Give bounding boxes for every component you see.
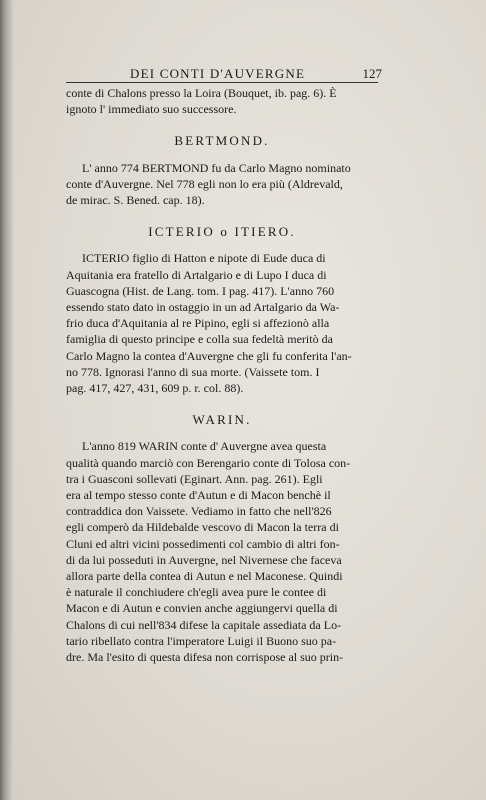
text-line: essendo stato dato in ostaggio in un ad Artalgario da Wa-: [66, 300, 340, 315]
text-line: dre. Ma l'esito di questa difesa non corrispose al suo prin-: [66, 650, 344, 665]
text-line: egli comperò da Hildebalde vescovo di Macon la terra di: [66, 520, 339, 535]
text-line: conte di Chalons presso la Loira (Bouquet, ib. pag. 6). È: [66, 86, 337, 100]
text-line: era al tempo stesso conte d'Autun e di Macon benchè il: [66, 488, 331, 503]
text-line: Macon e di Autun e convien anche aggiungervi quella di: [66, 601, 338, 616]
text-line: Guascogna (Hist. de Lang. tom. I pag. 417). L'anno 760: [66, 283, 335, 298]
text-block: [66, 60, 382, 665]
text-line: allora parte della contea di Autun e nel Maconese. Quindi: [66, 569, 343, 584]
text-line: Carlo Magno la contea d'Auvergne che gli fu conferita l'an-: [66, 348, 352, 363]
section-body-icterio: [66, 250, 378, 396]
header-rule: [66, 82, 378, 83]
running-head: [66, 60, 382, 82]
text-line: contraddica don Vaissete. Vediamo in fatto che nell'826: [66, 504, 332, 519]
text-line: ICTERIO figlio di Hatton e nipote di Eude duca di: [82, 251, 326, 266]
text-line: L'anno 819 WARIN conte d' Auvergne avea questa: [82, 439, 327, 454]
text-line: no 778. Ignorasi l'anno di sua morte. (Vaissete tom. I: [66, 364, 320, 379]
text-line: pag. 417, 427, 431, 609 p. r. col. 88).: [66, 381, 244, 396]
text-line: Cluni ed altri vicini possedimenti col cambio di altri fon-: [66, 536, 340, 551]
text-line: ignoto l' immediato suo successore.: [66, 102, 237, 117]
section-body-bertmond: [66, 160, 378, 209]
text-line: qualità quando marciò con Berengario conte di Tolosa con-: [66, 455, 351, 470]
text-line: famiglia di questo principe e colla sua fedeltà meritò da: [66, 332, 333, 347]
text-line: è naturale il conchiudere ch'egli avea pure le contee di: [66, 585, 327, 600]
text-line: tra i Guasconi sollevati (Eginart. Ann. pag. 261). Egli: [66, 471, 323, 486]
text-line: L' anno 774 BERTMOND fu da Carlo Magno nominato: [82, 160, 351, 175]
text-line: Chalons di cui nell'834 difese la capitale assediata da Lo-: [66, 617, 342, 632]
section-heading-warin: WARIN.: [192, 412, 252, 428]
section-heading-icterio: ICTERIO o ITIERO.: [148, 224, 296, 240]
text-line: tario ribellato contra l'imperatore Luigi il Buono suo pa-: [66, 633, 337, 648]
text-line: di da lui posseduti in Auvergne, nel Nivernese che faceva: [66, 552, 342, 567]
text-line: Aquitania era fratello di Artalgario e di Lupo I duca di: [66, 267, 327, 282]
binding-gutter: [0, 0, 14, 800]
section-body-warin: [66, 438, 378, 665]
carryover-text: [66, 85, 378, 117]
page-number: 127: [362, 66, 382, 81]
section-heading-bertmond: BERTMOND.: [174, 133, 270, 149]
running-head-title: DEI CONTI D'AUVERGNE: [130, 66, 306, 81]
text-line: de mirac. S. Bened. cap. 18).: [66, 193, 205, 208]
text-line: conte d'Auvergne. Nel 778 egli non lo era più (Aldrevald,: [66, 176, 343, 191]
text-line: frio duca d'Aquitania al re Pipino, egli si affezionò alla: [66, 316, 330, 331]
